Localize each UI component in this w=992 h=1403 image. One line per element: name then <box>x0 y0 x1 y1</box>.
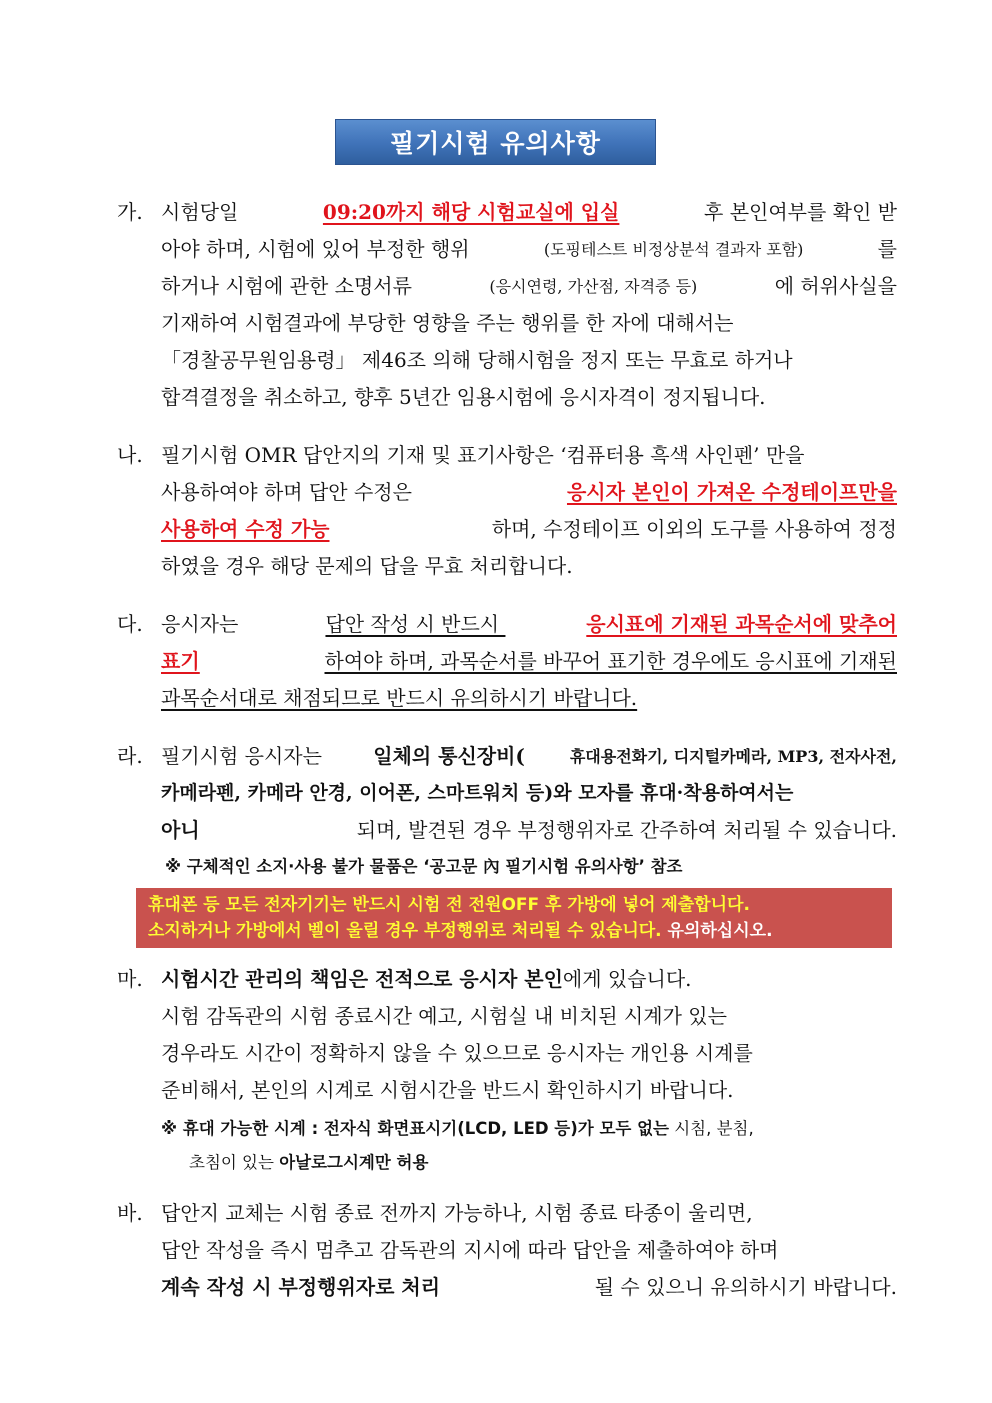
text: 시험시간 관리의 책임은 전적으로 응시자 본인 <box>161 967 563 991</box>
section-ba-marker: 바. <box>117 1201 143 1225</box>
text: 합격결정을 취소하고, 향후 5년간 임용시험에 응시자격이 정지됩니다. <box>161 385 766 409</box>
mark-highlight: 표기 <box>161 649 200 673</box>
text: 하여야 하며, 과목순서를 바꾸어 표기한 경우에도 응시표에 기재된 <box>324 649 897 673</box>
text: ※ 휴대 가능한 시계 : 전자식 화면표시기(LCD, LED 등)가 모두 없는 <box>161 1119 669 1138</box>
text: 되며, 발견된 경우 부정행위자로 간주하여 처리될 수 있습니다. <box>350 818 897 842</box>
text: 시험 감독관의 시험 종료시간 예고, 시험실 내 비치된 시계가 있는 <box>161 1004 727 1028</box>
text: 사용하여야 하며 답안 수정은 <box>161 480 419 504</box>
section-na-line-3 <box>161 511 897 548</box>
section-ma-note-2 <box>189 1144 897 1181</box>
arrival-time-highlight: 09:20까지 해당 시험교실에 입실 <box>322 200 620 224</box>
section-na-line-4 <box>161 548 897 585</box>
text: 시험당일 <box>161 200 245 224</box>
text: 아니 <box>161 818 200 842</box>
text: 필기시험 응시자는 <box>161 744 329 768</box>
page-title <box>335 119 656 165</box>
text: 초침이 있는 <box>189 1153 280 1172</box>
text: 과목순서대로 채점되므로 반드시 유의하시기 바랍니다. <box>161 686 638 710</box>
section-ra-line-3 <box>161 812 897 849</box>
section-ga-line-2 <box>161 231 897 268</box>
text: 에게 있습니다. <box>562 967 692 991</box>
text: 될 수 있으니 유의하시기 바랍니다. <box>594 1275 897 1299</box>
section-ba-line-2 <box>161 1232 897 1269</box>
section-ba-line-3 <box>161 1269 897 1306</box>
text: 경우라도 시간이 정확하지 않을 수 있으므로 응시자는 개인용 시계를 <box>161 1041 753 1065</box>
text: 유의하십시오. <box>661 921 773 941</box>
warning-line-1: 휴대폰 등 모든 전자기기는 반드시 시험 전 전원OFF 후 가방에 넣어 제출합니다. <box>148 895 750 915</box>
section-ga-marker: 가. <box>117 200 143 224</box>
text: 일체의 통신장비( <box>373 744 525 768</box>
section-na-line-2 <box>161 474 897 511</box>
text: 응시자는 <box>161 612 245 636</box>
section-na-marker: 나. <box>117 443 143 467</box>
text: 에 허위사실을 <box>774 274 897 298</box>
text: 하였을 경우 해당 문제의 답을 무효 처리합니다. <box>161 554 573 578</box>
text: ※ 구체적인 소지·사용 불가 물품은 ‘공고문 內 필기시험 유의사항’ 참조 <box>165 857 683 876</box>
section-ra-line-2 <box>161 775 897 812</box>
section-ra-marker: 라. <box>117 744 143 768</box>
page-title-text: 필기시험 유의사항 <box>390 129 601 158</box>
section-ra-note <box>165 848 897 885</box>
section-ga-line-3 <box>161 268 897 305</box>
section-da-line-1 <box>161 606 897 643</box>
section-ba-line-1 <box>161 1195 897 1232</box>
text: (응시연령, 가산점, 자격증 등) <box>489 277 698 296</box>
text: 기재하여 시험결과에 부당한 영향을 주는 행위를 한 자에 대해서는 <box>161 311 734 335</box>
text: 답안 작성 시 반드시 <box>325 612 506 636</box>
text: 답안지 교체는 시험 종료 전까지 가능하나, 시험 종료 타종이 울리면, <box>161 1201 753 1225</box>
section-da-marker: 다. <box>117 612 143 636</box>
section-ma-line-1 <box>161 961 897 998</box>
text: (도핑테스트 비정상분석 결과자 포함) <box>543 240 804 259</box>
section-ma-line-2 <box>161 998 897 1035</box>
text: 시침, 분침, <box>668 1119 754 1138</box>
text: 휴대용전화기, 디지털카메라, MP3, 전자사전, <box>569 747 897 766</box>
section-ma-note-1 <box>161 1110 897 1147</box>
section-da-line-2 <box>161 643 897 680</box>
section-na-line-1 <box>161 437 897 474</box>
text: 하며, 수정테이프 이외의 도구를 사용하여 정정 <box>491 517 897 541</box>
text: 계속 작성 시 부정행위자로 처리 <box>161 1275 441 1299</box>
correction-tape-highlight: 응시자 본인이 가져온 수정테이프만을 <box>566 480 897 504</box>
subject-order-highlight: 응시표에 기재된 과목순서에 맞추어 <box>586 612 897 636</box>
section-ma-line-3 <box>161 1035 897 1072</box>
text: 「경찰공무원임용령」 제46조 의해 당해시험을 정지 또는 무효로 하거나 <box>161 348 793 372</box>
correction-allowed-highlight: 사용하여 수정 가능 <box>161 517 330 541</box>
text: 소지하거나 가방에서 벨이 울릴 경우 부정행위로 처리될 수 있습니다. <box>148 921 662 941</box>
section-ma-marker: 마. <box>117 967 143 991</box>
text: 필기시험 OMR 답안지의 기재 및 표기사항은 ‘컴퓨터용 흑색 사인펜’ 만을 <box>161 443 805 467</box>
text: 하거나 시험에 관한 소명서류 <box>161 274 412 298</box>
text: 준비해서, 본인의 시계로 시험시간을 반드시 확인하시기 바랍니다. <box>161 1078 734 1102</box>
warning-line-2 <box>148 918 882 944</box>
section-ga-line-4 <box>161 305 897 342</box>
text: 아야 하며, 시험에 있어 부정한 행위 <box>161 237 470 261</box>
text: 카메라펜, 카메라 안경, 이어폰, 스마트워치 등)와 모자를 휴대·착용하여서는 <box>161 782 794 804</box>
section-ga-line-6 <box>161 379 897 416</box>
section-ga-line-1 <box>161 194 897 231</box>
text: 답안 작성을 즉시 멈추고 감독관의 지시에 따라 답안을 제출하여야 하며 <box>161 1238 779 1262</box>
text: 를 <box>877 237 897 261</box>
text: 아날로그시계만 허용 <box>279 1153 429 1172</box>
section-da-line-3 <box>161 680 897 717</box>
section-ma-line-4 <box>161 1072 897 1109</box>
text: 후 본인여부를 확인 받 <box>697 200 897 224</box>
section-ra-line-1 <box>161 738 897 775</box>
electronic-device-warning <box>136 888 892 948</box>
section-ga-line-5 <box>161 342 897 379</box>
